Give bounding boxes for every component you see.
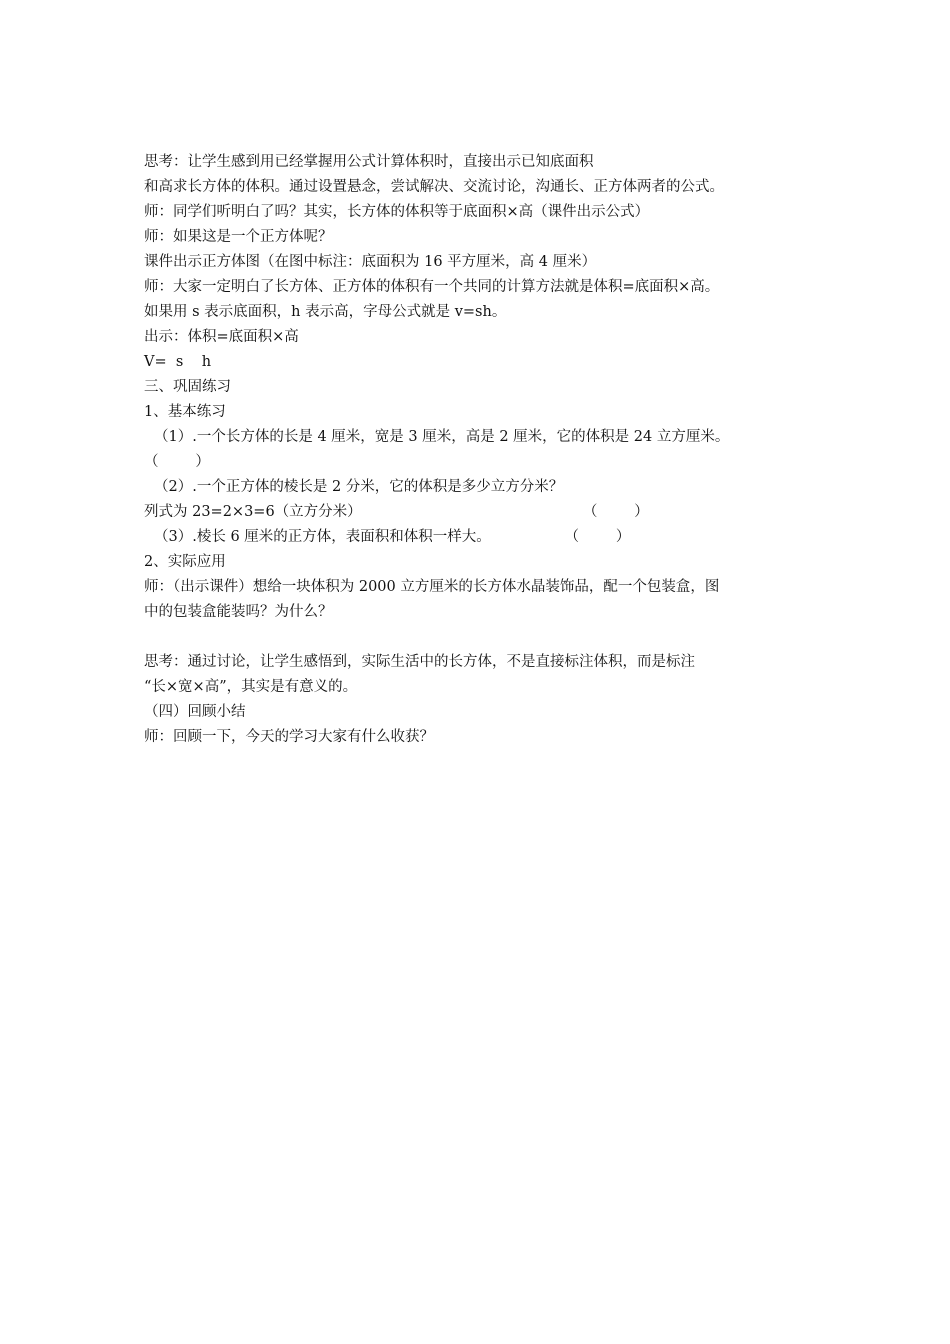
answer-blank: （ ） [144, 454, 210, 470]
subsection-heading: 2、实际应用 [144, 554, 226, 570]
paragraph-line: 中的包装盒能装吗？为什么？ [144, 604, 333, 620]
paragraph-line: 思考：通过讨论，让学生感悟到，实际生活中的长方体，不是直接标注体积，而是标注 [144, 654, 695, 670]
formula-line: V= s h [144, 354, 212, 370]
paragraph-line: 出示：体积=底面积×高 [144, 329, 299, 345]
exercise-item: （2）.一个正方体的棱长是 2 分米，它的体积是多少立方分米？ [154, 479, 564, 495]
paragraph-line: 师：如果这是一个正方体呢？ [144, 229, 333, 245]
paragraph-line: 课件出示正方体图（在图中标注：底面积为 16 平方厘米，高 4 厘米） [144, 254, 597, 270]
paragraph-line: 师：同学们听明白了吗？其实，长方体的体积等于底面积×高（课件出示公式） [144, 204, 650, 220]
paragraph-line: 和高求长方体的体积。通过设置悬念，尝试解决、交流讨论，沟通长、正方体两者的公式。 [144, 179, 724, 195]
paragraph-line: 师：大家一定明白了长方体、正方体的体积有一个共同的计算方法就是体积=底面积×高。 [144, 279, 720, 295]
paragraph-line: 师：回顾一下，今天的学习大家有什么收获？ [144, 729, 434, 745]
paragraph-line: 如果用 s 表示底面积，h 表示高，字母公式就是 v=sh。 [144, 304, 507, 320]
subsection-heading: 1、基本练习 [144, 404, 226, 420]
section-heading: 三、巩固练习 [144, 379, 231, 395]
section-heading: （四）回顾小结 [144, 704, 246, 720]
exercise-item: （3）.棱长 6 厘米的正方体，表面积和体积一样大。 （ ） [154, 529, 631, 545]
exercise-item: 列式为 23=2×3=6（立方分米） （ ） [144, 504, 649, 520]
paragraph-line: “长×宽×高”，其实是有意义的。 [144, 679, 358, 695]
paragraph-line: 师：（出示课件）想给一块体积为 2000 立方厘米的长方体水晶装饰品，配一个包装盒，图 [144, 579, 720, 595]
exercise-item: （1）.一个长方体的长是 4 厘米，宽是 3 厘米，高是 2 厘米，它的体积是 24 立方厘米。 [154, 429, 730, 445]
paragraph-line: 思考：让学生感到用已经掌握用公式计算体积时，直接出示已知底面积 [144, 154, 594, 170]
